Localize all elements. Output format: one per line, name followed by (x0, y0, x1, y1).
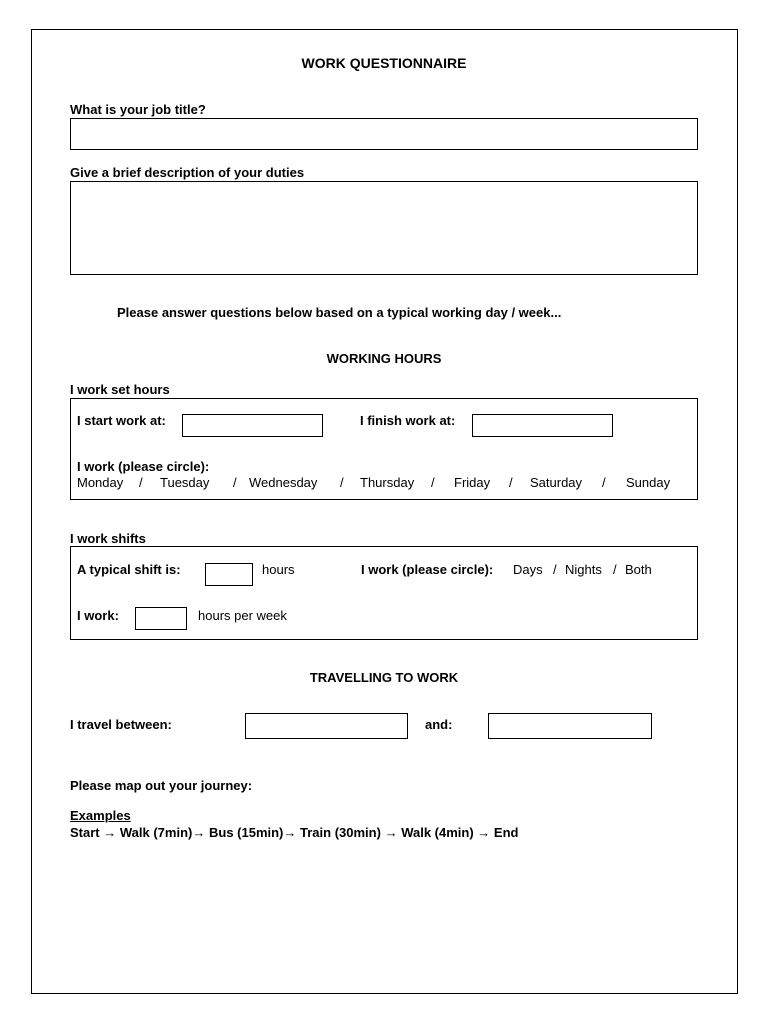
journey-step: Start (70, 825, 100, 840)
finish-work-field[interactable] (472, 414, 613, 437)
day-monday[interactable]: Monday (77, 475, 124, 490)
instruction-text: Please answer questions below based on a typical working day / week... (117, 305, 562, 320)
journey-step: Walk (4min) (401, 825, 474, 840)
shift-separator: / (553, 562, 557, 577)
journey-map-label: Please map out your journey: (70, 778, 253, 793)
arrow-right-icon: → (192, 825, 206, 840)
shift-option-days[interactable]: Days (513, 562, 543, 577)
examples-label: Examples (70, 808, 131, 823)
travel-and-label: and: (425, 717, 453, 732)
work-hours-label: I work: (77, 608, 119, 623)
day-wednesday[interactable]: Wednesday (249, 475, 318, 490)
shift-separator: / (613, 562, 617, 577)
journey-step: Train (30min) (300, 825, 381, 840)
arrow-right-icon: → (283, 825, 297, 840)
finish-work-label: I finish work at: (360, 413, 456, 428)
day-friday[interactable]: Friday (454, 475, 491, 490)
start-work-label: I start work at: (77, 413, 166, 428)
duties-question: Give a brief description of your duties (70, 165, 305, 180)
shifts-label: I work shifts (70, 531, 146, 546)
work-hours-field[interactable] (135, 607, 187, 630)
start-work-field[interactable] (182, 414, 323, 437)
set-hours-label: I work set hours (70, 382, 170, 397)
day-sunday[interactable]: Sunday (626, 475, 671, 490)
day-tuesday[interactable]: Tuesday (160, 475, 210, 490)
shifts-circle-label: I work (please circle): (361, 562, 494, 577)
day-separator: / (431, 475, 435, 490)
day-thursday[interactable]: Thursday (360, 475, 415, 490)
arrow-right-icon: → (103, 825, 117, 840)
journey-step: Walk (7min) (119, 825, 193, 840)
typical-shift-label: A typical shift is: (77, 562, 181, 577)
duties-field[interactable] (70, 181, 698, 275)
journey-step: End (493, 825, 519, 840)
working-hours-heading: WORKING HOURS (326, 351, 442, 366)
journey-step: Bus (15min) (208, 825, 284, 840)
shift-option-nights[interactable]: Nights (565, 562, 602, 577)
travel-between-label: I travel between: (70, 717, 172, 732)
page-title: WORK QUESTIONNAIRE (301, 55, 467, 71)
job-title-field[interactable] (70, 118, 698, 150)
day-separator: / (509, 475, 513, 490)
day-separator: / (602, 475, 606, 490)
day-separator: / (139, 475, 143, 490)
shift-hours-text: hours (262, 562, 295, 577)
travel-from-field[interactable] (245, 713, 408, 739)
arrow-right-icon: → (384, 825, 398, 840)
typical-shift-field[interactable] (205, 563, 253, 586)
set-hours-circle-label: I work (please circle): (77, 459, 210, 474)
day-separator: / (233, 475, 237, 490)
arrow-right-icon: → (477, 825, 491, 840)
travelling-heading: TRAVELLING TO WORK (309, 670, 459, 685)
job-title-question: What is your job title? (70, 102, 206, 117)
hours-per-week-text: hours per week (198, 608, 287, 623)
travel-to-field[interactable] (488, 713, 652, 739)
shift-option-both[interactable]: Both (625, 562, 652, 577)
journey-example (70, 825, 518, 840)
day-separator: / (340, 475, 344, 490)
day-saturday[interactable]: Saturday (530, 475, 583, 490)
